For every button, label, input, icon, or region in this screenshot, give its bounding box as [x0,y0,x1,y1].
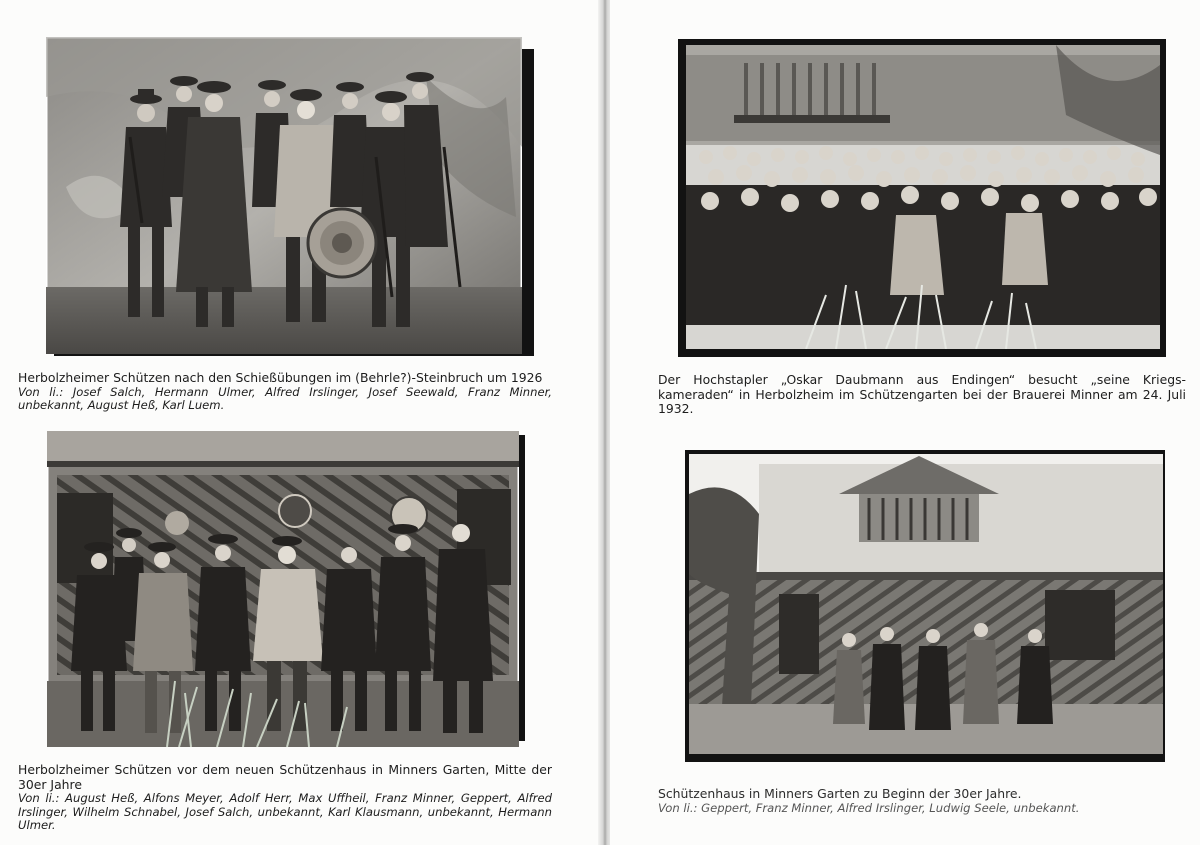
caption-quarry-names: Von li.: Josef Salch, Hermann Ulmer, Alfred Irslinger, Josef Seewald, Franz Minner, unbekannt, August Heß, Karl Luem. [18,384,552,412]
caption-building-title: Schützenhaus in Minners Garten zu Beginn der 30er Jahre. [658,786,1022,801]
caption-schuetzenhaus-group-title: Herbolzheimer Schützen vor dem neuen Schützenhaus in Minners Garten, Mitte der 30er Jahre [18,762,552,792]
caption-schuetzenhaus-group-names: Von li.: August Heß, Alfons Meyer, Adolf Herr, Max Uffheil, Franz Minner, Geppert, Alfred Irslinger, Wilhelm Schnabel, Josef Salch, unbekannt, Karl Klausmann, unbekannt, Hermann Ulmer. [18,791,552,832]
photo-crowd-schuetzengarten [686,45,1160,349]
caption-quarry [18,371,552,413]
caption-building [658,787,1186,815]
caption-crowd [658,373,1186,417]
group-photo-schuetzenhaus-image [47,431,519,747]
schuetzenhaus-building-photo-image [689,454,1163,754]
photo-quarry-group [46,37,522,354]
caption-schuetzenhaus-group [18,763,552,833]
photo-schuetzenhaus-building [689,454,1163,754]
caption-quarry-title: Herbolzheimer Schützen nach den Schießübungen im (Behrle?)-Steinbruch um 1926 [18,370,543,385]
caption-building-names: Von li.: Geppert, Franz Minner, Alfred Irslinger, Ludwig Seele, unbekannt. [658,800,1080,815]
right-page [610,0,1200,845]
target-disc [308,209,376,277]
caption-crowd-text: Der Hochstapler „Oskar Daubmann aus Endingen“ besucht „seine Kriegs-kameraden“ in Herbolzheim im Schützengarten bei der Brauerei Minner am 24. Juli 1932. [658,372,1186,416]
group-photo-quarry-image [46,37,522,354]
photo-schuetzenhaus-group [47,431,519,747]
crowd-photo-schuetzengarten-image [686,45,1160,349]
